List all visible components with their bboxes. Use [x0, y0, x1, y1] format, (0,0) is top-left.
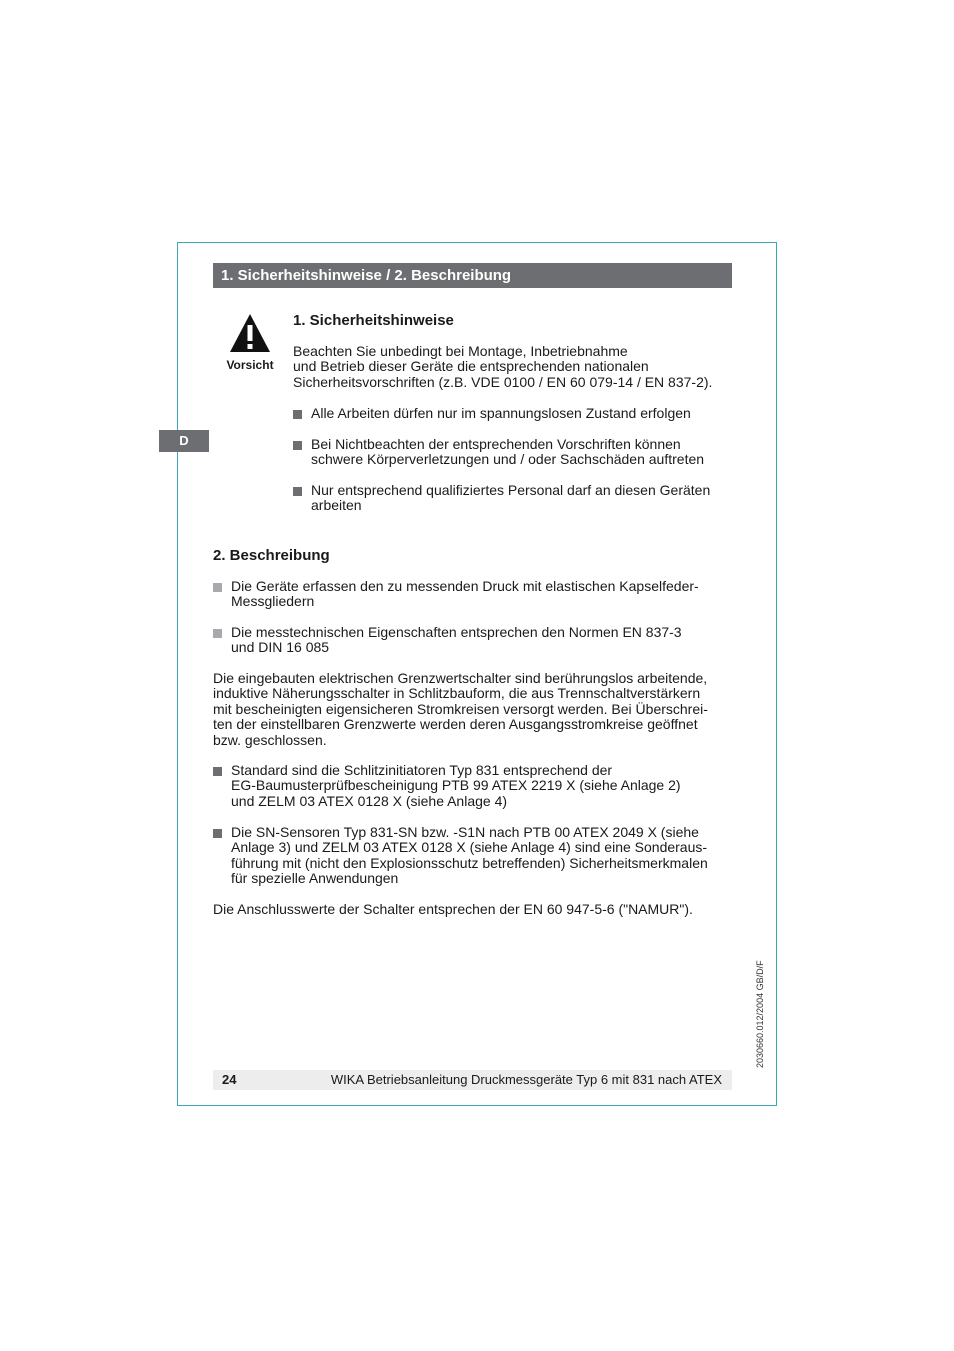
bullet-square-icon — [293, 441, 302, 450]
warning-label: Vorsicht — [226, 358, 274, 372]
connection-values-paragraph: Die Anschlusswerte der Schalter entsprechen der EN 60 947-5-6 ("NAMUR"). — [213, 901, 693, 917]
list-item: Die messtechnischen Eigenschaften entsprechen den Normen EN 837-3 und DIN 16 085 — [213, 625, 733, 656]
section2-heading: 2. Beschreibung — [213, 547, 330, 564]
list-item: Nur entsprechend qualifiziertes Personal darf an diesen Geräten arbeiten — [293, 483, 733, 514]
bullet-square-icon — [293, 410, 302, 419]
section-header: 1. Sicherheitshinweise / 2. Beschreibung — [213, 263, 732, 288]
bullet-square-icon — [213, 829, 222, 838]
document-code: 2030660.012/2004 GB/D/F — [755, 960, 765, 1068]
section1-intro: Beachten Sie unbedingt bei Montage, Inbetriebnahme und Betrieb dieser Geräte die entsprechenden nationalen Sicherheitsvorschriften (z.B. VDE 0100 / EN 60 079-14 / EN 837-2). — [293, 343, 713, 390]
list-item: Alle Arbeiten dürfen nur im spannungslosen Zustand erfolgen — [293, 406, 733, 421]
warning-block — [220, 312, 280, 372]
list-item: Die SN-Sensoren Typ 831-SN bzw. -S1N nach PTB 00 ATEX 2049 X (siehe Anlage 3) und ZELM 03 ATEX 0128 X (siehe Anlage 4) sind eine Sonderaus- führung mit (nicht den Explosionsschutz betreffenden) Sicherheitsmerkmalen für spezielle Anwendungen — [213, 825, 733, 887]
list-item: Bei Nichtbeachten der entsprechenden Vorschriften können schwere Körperverletzungen und / oder Sachschäden auftreten — [293, 437, 733, 468]
page-number: 24 — [222, 1072, 237, 1087]
bullet-square-icon — [213, 583, 222, 592]
description-paragraph: Die eingebauten elektrischen Grenzwertschalter sind berührungslos arbeitende, induktive Näherungsschalter in Schlitzbauform, die aus Trennschaltverstärkern mit bescheinigten eigensicheren Stromkreisen versorgt werden. Bei Überschrei- ten der einstellbaren Grenzwerte werden deren Ausgangsstromkreise geöffnet bzw. geschlossen. — [213, 670, 708, 748]
footer-text: WIKA Betriebsanleitung Druckmessgeräte Typ 6 mit 831 nach ATEX — [330, 1072, 722, 1087]
list-item: Die Geräte erfassen den zu messenden Druck mit elastischen Kapselfeder- Messgliedern — [213, 579, 733, 610]
bullet-square-icon — [293, 487, 302, 496]
footer-bar — [213, 1070, 732, 1090]
warning-triangle-icon — [228, 312, 272, 354]
list-item: Standard sind die Schlitzinitiatoren Typ 831 entsprechend der EG-Baumusterprüfbescheinigung PTB 99 ATEX 2219 X (siehe Anlage 2) und ZELM 03 ATEX 0128 X (siehe Anlage 4) — [213, 763, 733, 809]
bullet-square-icon — [213, 629, 222, 638]
bullet-square-icon — [213, 767, 222, 776]
language-tab: D — [159, 430, 209, 452]
section1-heading: 1. Sicherheitshinweise — [293, 312, 454, 329]
